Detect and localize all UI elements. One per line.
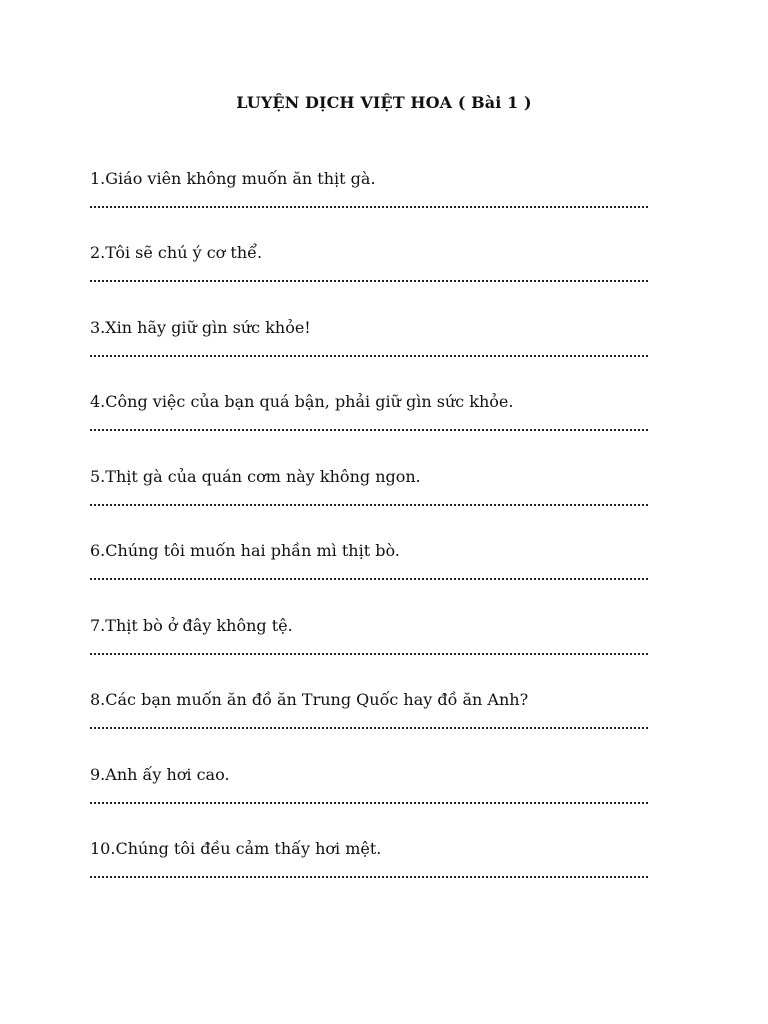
exercise-item <box>90 318 650 388</box>
question-text: 4.Công việc của bạn quá bận, phải giữ gìn sức khỏe. <box>90 392 514 411</box>
question-text: 2.Tôi sẽ chú ý cơ thể. <box>90 243 263 262</box>
answer-line <box>90 876 648 878</box>
answer-line <box>90 653 648 655</box>
exercise-item <box>90 839 650 909</box>
answer-line <box>90 355 648 357</box>
answer-line <box>90 504 648 506</box>
exercise-item <box>90 169 650 239</box>
answer-line <box>90 206 648 208</box>
exercise-item <box>90 765 650 835</box>
exercise-item <box>90 541 650 611</box>
worksheet-title: LUYỆN DỊCH VIỆT HOA ( Bài 1 ) <box>236 93 532 112</box>
answer-line <box>90 802 648 804</box>
answer-line <box>90 429 648 431</box>
question-text: 1.Giáo viên không muốn ăn thịt gà. <box>90 169 376 188</box>
exercise-item <box>90 690 650 760</box>
question-text: 10.Chúng tôi đều cảm thấy hơi mệt. <box>90 839 382 858</box>
question-text: 8.Các bạn muốn ăn đồ ăn Trung Quốc hay đồ ăn Anh? <box>90 690 529 709</box>
question-text: 9.Anh ấy hơi cao. <box>90 765 230 784</box>
question-text: 3.Xin hãy giữ gìn sức khỏe! <box>90 318 311 337</box>
question-text: 6.Chúng tôi muốn hai phần mì thịt bò. <box>90 541 400 560</box>
exercise-item <box>90 392 650 462</box>
exercise-item <box>90 616 650 686</box>
exercise-item <box>90 243 650 313</box>
answer-line <box>90 727 648 729</box>
answer-line <box>90 280 648 282</box>
answer-line <box>90 578 648 580</box>
exercise-item <box>90 467 650 537</box>
question-text: 5.Thịt gà của quán cơm này không ngon. <box>90 467 421 486</box>
question-text: 7.Thịt bò ở đây không tệ. <box>90 616 293 635</box>
